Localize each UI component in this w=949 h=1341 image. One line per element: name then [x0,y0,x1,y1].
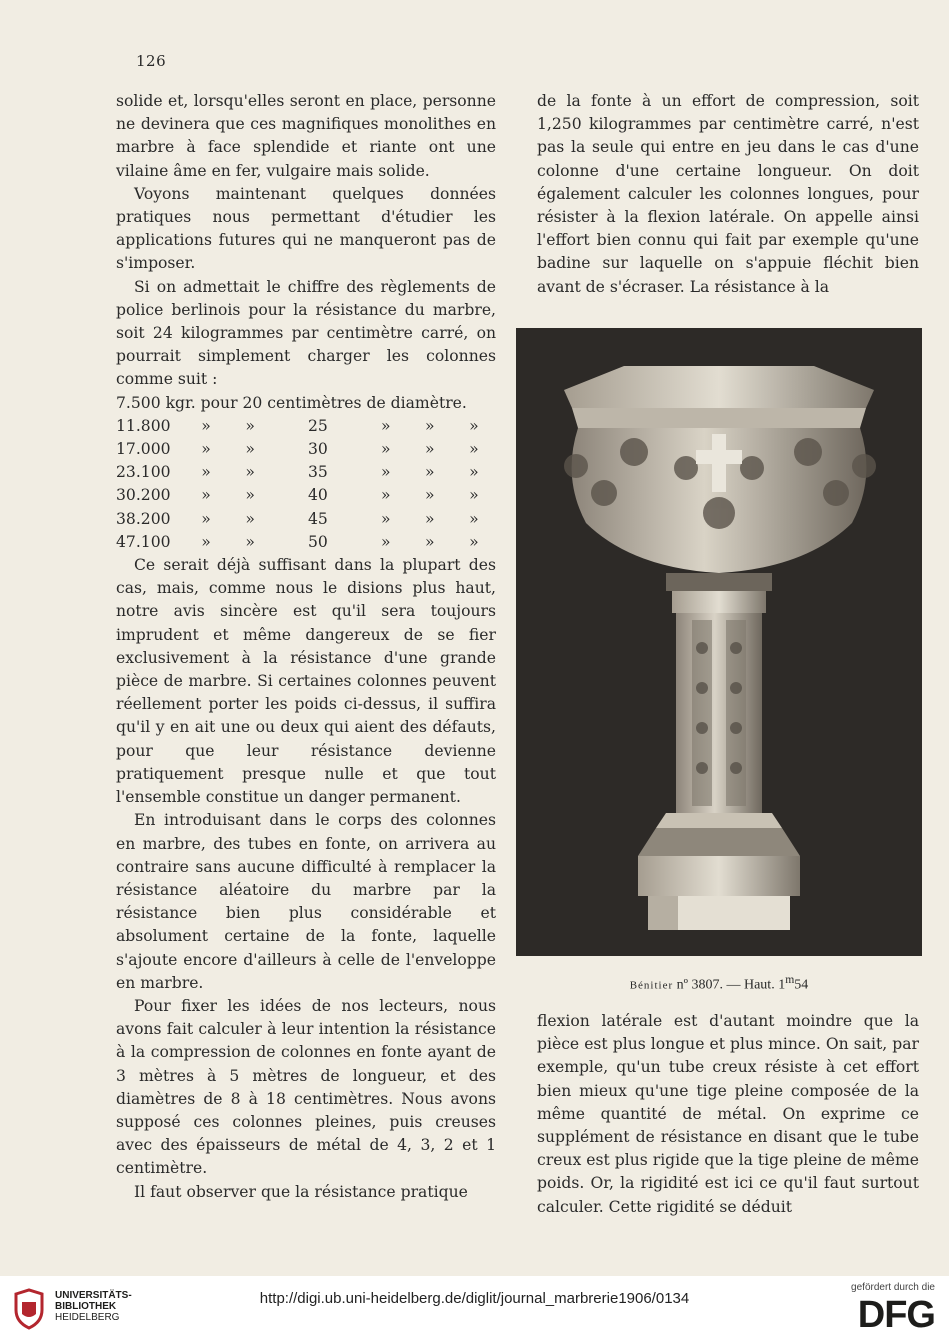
figure-caption [516,973,922,994]
load-table-cell: » [245,509,255,528]
right-bottom-paragraph: flexion latérale est d'autant moindre que la pièce est plus longue et plus mince. On sait, par exemple, qu'un tube creux résiste à cet effort bien mieux qu'une tige pleine composée de la même quantité de métal. On exprime ce supplément de résistance en disant que le tube creux est plus rigide que la tige pleine de même poids. Or, la rigidité est ici ce qu'il faut surtout calculer. Cette rigidité se déduit [537,1012,919,1216]
load-table-cell: » [380,416,391,435]
load-table-cell: » [469,440,479,459]
load-table-cell: 50 [308,532,328,551]
holy-water-font-illustration [516,328,922,956]
left-paragraph: Il faut observer que la résistance pratique [134,1182,468,1201]
load-table-cell: » [469,463,479,482]
load-table-cell: » [201,509,211,528]
caption-small-caps: Bénitier [629,979,674,992]
load-table-cell: » [380,486,391,505]
left-paragraph: Pour fixer les idées de nos lecteurs, nous avons fait calculer à leur intention la résistance à la compression de colonnes en fonte ayant de 3 mètres à 5 mètres de longueur, et des diamètres de 8 à 18 centimètres. Nous avons supposé ces colonnes pleines, puis creuses avec des épaisseurs de métal de 4, 3, 2 et 1 centimètre. [116,996,496,1178]
left-column [116,90,496,1204]
load-table-cell: » [201,440,211,459]
library-line-1: UNIVERSITÄTS- [55,1290,132,1301]
load-table-cell: 47.100 [116,532,171,551]
load-table-cell: 23.100 [116,463,171,482]
caption-superscript: m [785,973,795,986]
caption-text: nº 3807. — Haut. 1 [673,977,786,993]
left-paragraph: Ce serait déjà suffisant dans la plupart des cas, mais, comme nous le disions plus haut, notre avis sincère est qu'il sera toujours imprudent et même dangereux de se fier exclusivement à la résistance d'une grande pièce de marbre. Si certaines colonnes peuvent réellement porter les poids ci-dessus, il suffira qu'il y en ait une ou deux qui aient des défauts, pour que leur résistance devienne pratiquement presque nulle et que tout l'ensemble constitue un danger permanent. [116,556,496,807]
load-table-cell: » [380,440,391,459]
load-table-cell: » [425,509,435,528]
load-table-cell: 25 [308,416,328,435]
load-table-cell: 35 [308,463,328,482]
load-table-cell: » [245,486,255,505]
library-line-2: BIBLIOTHEK [55,1301,117,1312]
load-table-row [116,484,496,507]
load-table-cell: » [245,416,255,435]
load-table-cell: 40 [308,486,328,505]
load-table-cell: » [425,486,435,505]
load-table [116,392,496,554]
load-table-cell: 38.200 [116,509,171,528]
load-table-cell: » [201,463,211,482]
load-table-cell: » [425,463,435,482]
caption-end: 54 [794,977,809,993]
load-table-cell: » [425,416,435,435]
library-line-3: HEIDELBERG [55,1312,120,1323]
left-paragraph: Voyons maintenant quelques données pratiques nous permettant d'étudier les applications futures qui ne manqueront pas de s'imposer. [116,184,496,273]
load-table-row [116,415,496,438]
load-table-cell: » [469,509,479,528]
load-table-cell: » [425,532,435,551]
load-table-cell: » [469,532,479,551]
benitier-photograph [516,328,922,956]
load-table-cell: 30 [308,440,328,459]
load-table-cell: » [425,440,435,459]
load-table-cell: 30.200 [116,486,171,505]
load-table-first-row: 7.500 kgr. pour 20 centimètres de diamètre. [116,393,467,412]
page-number: 126 [136,52,167,70]
load-table-row [116,438,496,461]
load-table-row [116,531,496,554]
load-table-cell: » [380,509,391,528]
load-table-cell: » [201,416,211,435]
load-table-row [116,461,496,484]
digitization-footer [0,1276,949,1341]
load-table-cell: » [380,463,391,482]
load-table-cell: » [245,532,255,551]
load-table-cell: » [201,532,211,551]
load-table-cell: 17.000 [116,440,171,459]
load-table-cell: 11.800 [116,416,171,435]
load-table-cell: » [245,440,255,459]
load-table-cell: » [245,463,255,482]
load-table-cell: » [469,416,479,435]
load-table-cell: » [380,532,391,551]
load-table-cell: 45 [308,509,328,528]
funded-by-text: gefördert durch die [851,1282,935,1293]
load-table-row [116,508,496,531]
right-column-top [537,90,919,299]
load-table-cell: » [201,486,211,505]
left-paragraph: Si on admettait le chiffre des règlements de police berlinois pour la résistance du marbre, soit 24 kilogrammes par centimètre carré, on pourrait simplement charger les colonnes comme suit : [116,277,496,389]
dfg-logo: DFG [857,1294,935,1336]
load-table-cell: » [469,486,479,505]
left-paragraph: solide et, lorsqu'elles seront en place, personne ne devinera que ces magnifiques monolithes en marbre à face splendide et riante ont une vilaine âme en fer, vulgaire mais solide. [116,92,496,180]
right-top-paragraph: de la fonte à un effort de compression, soit 1,250 kilogrammes par centimètre carré, n'est pas la seule qui entre en jeu dans le cas d'une colonne d'une certaine longueur. On doit également calculer les colonnes longues, pour résister à la flexion latérale. On appelle ainsi l'effort bien connu qui fait par exemple qu'une badine sur laquelle on s'appuie fléchit bien avant de s'écraser. La résistance à la [537,92,919,296]
left-paragraph: En introduisant dans le corps des colonnes en marbre, des tubes en fonte, on arrivera au contraire sans aucune difficulté à remplacer la résistance aléatoire du marbre par la résistance bien plus considérable et absolument certaine de la fonte, laquelle s'ajoute encore d'ailleurs à celle de l'enveloppe en marbre. [116,811,496,992]
right-column-bottom [537,1010,919,1219]
permalink-url[interactable]: http://digi.ub.uni-heidelberg.de/diglit/journal_marbrerie1906/0134 [259,1290,690,1307]
